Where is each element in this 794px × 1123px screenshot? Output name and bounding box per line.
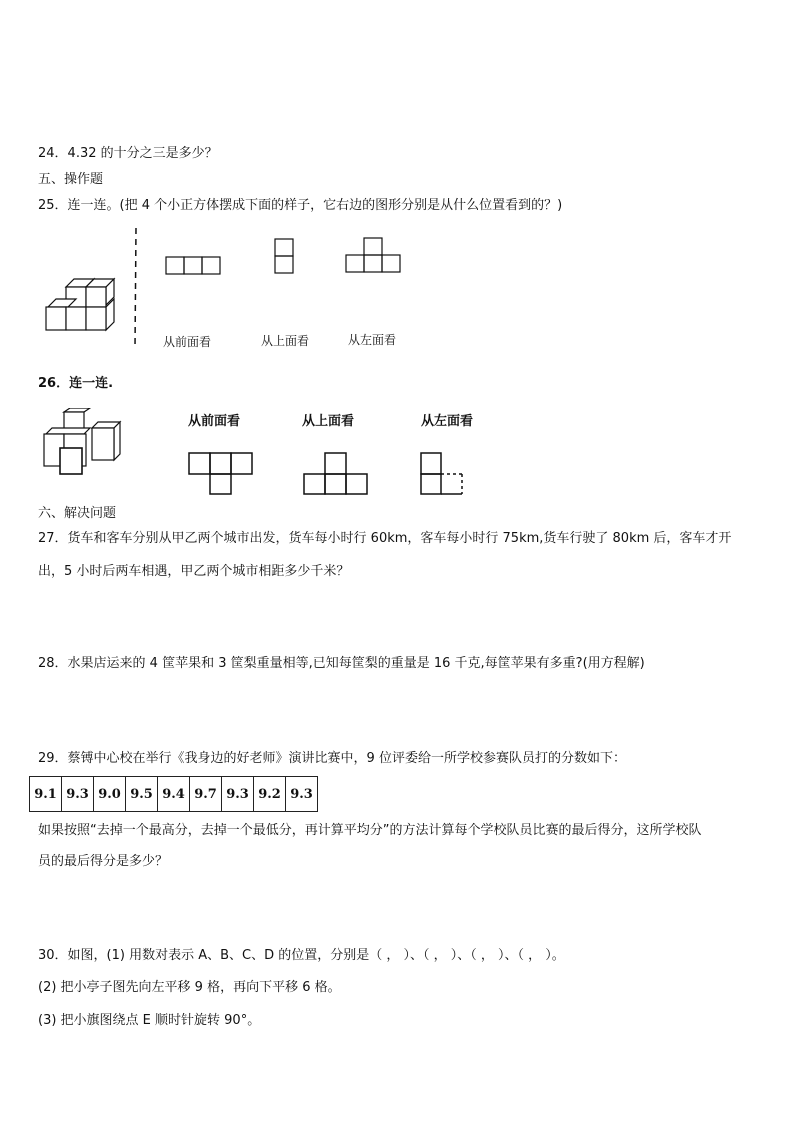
q26-caption-left: 从左面看 — [421, 414, 474, 429]
q27-line-1: 27．货车和客车分别从甲乙两个城市出发，货车每小时行 60km，客车每小时行 75km,货车行驶了 80km 后，客车才开 — [38, 531, 732, 546]
q29-line-1: 如果按照“去掉一个最高分，去掉一个最低分，再计算平均分”的方法计算每个学校队员比赛的最后得分，这所学校队 — [38, 823, 702, 838]
score-cell: 9.4 — [158, 777, 190, 812]
score-cell: 9.7 — [190, 777, 222, 812]
q26-view-left — [420, 452, 466, 496]
q25-caption-top: 从上面看 — [261, 334, 310, 348]
q26-cube-figure — [42, 408, 126, 478]
q28-text: 28．水果店运来的 4 筐苹果和 3 筐梨重量相等,已知每筐梨的重量是 16 千克,每筐苹果有多重?(用方程解) — [38, 656, 645, 671]
q25-text: 25．连一连。(把 4 个小正方体摆成下面的样子，它右边的图形分别是从什么位置看到的？) — [38, 198, 563, 213]
score-cell: 9.0 — [94, 777, 126, 812]
q25-view-row-of-three — [165, 256, 223, 276]
q26-caption-front: 从前面看 — [188, 414, 241, 429]
score-cell: 9.5 — [126, 777, 158, 812]
score-cell: 9.1 — [30, 777, 62, 812]
q25-dashed-divider — [132, 228, 140, 350]
q29-intro: 29．蔡镈中心校在举行《我身边的好老师》演讲比赛中，9 位评委给一所学校参赛队员打的分数如下： — [38, 751, 626, 766]
q26-view-top — [303, 452, 369, 496]
q29-score-table — [29, 776, 318, 812]
q25-view-column-of-two — [274, 238, 296, 276]
section-6-title: 六、解决问题 — [38, 506, 117, 521]
q24-text: 24．4.32 的十分之三是多少？ — [38, 146, 218, 161]
section-5-title: 五、操作题 — [38, 172, 104, 187]
q26-text: 26．连一连. — [38, 376, 114, 391]
score-cell: 9.2 — [254, 777, 286, 812]
q25-view-t-shape — [345, 237, 403, 275]
q30-line-2: (2) 把小亭子图先向左平移 9 格，再向下平移 6 格。 — [38, 980, 341, 995]
score-cell: 9.3 — [286, 777, 318, 812]
q26-view-front — [188, 452, 254, 496]
score-cell: 9.3 — [62, 777, 94, 812]
q29-score-row — [30, 777, 318, 812]
q25-cube-figure — [44, 268, 124, 334]
q30-line-3: (3) 把小旗图绕点 E 顺时针旋转 90°。 — [38, 1013, 261, 1028]
q25-caption-front: 从前面看 — [163, 335, 212, 349]
score-cell: 9.3 — [222, 777, 254, 812]
q25-caption-left: 从左面看 — [348, 333, 397, 347]
q30-line-1: 30．如图，(1) 用数对表示 A、B、C、D 的位置，分别是（ ， ）、（ ， ）、（ ， ）、（ ， ）。 — [38, 948, 565, 963]
q27-line-2: 出，5 小时后两车相遇，甲乙两个城市相距多少千米？ — [38, 564, 350, 579]
q29-line-2: 员的最后得分是多少？ — [38, 854, 169, 869]
q26-caption-top: 从上面看 — [302, 414, 355, 429]
